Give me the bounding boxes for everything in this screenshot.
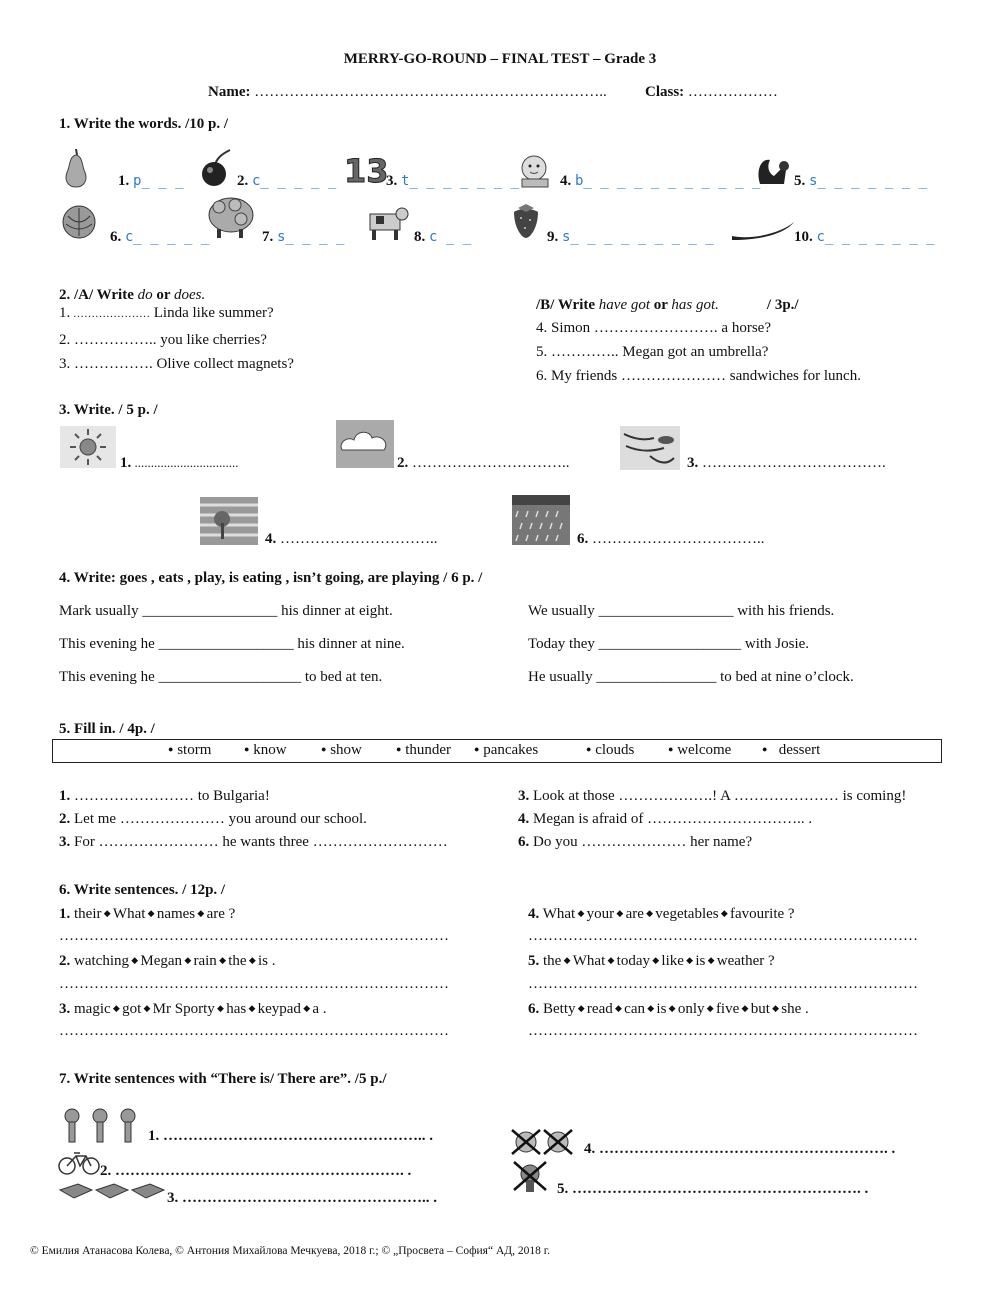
diamond-separator-icon: ◆	[769, 1003, 782, 1013]
squirrel-icon	[756, 154, 792, 186]
s6-left-2	[59, 953, 276, 970]
sentence-number: 1.	[59, 906, 71, 922]
name-line	[208, 84, 607, 101]
three-candles-icon	[60, 1108, 142, 1144]
diamond-separator-icon: ◆	[561, 955, 573, 965]
baby-icon	[516, 152, 556, 188]
diamond-separator-icon: ◆	[666, 1003, 678, 1013]
scrambled-word: a .	[312, 1001, 327, 1017]
s7-item-2: 2. …………………………………………………. .	[100, 1163, 412, 1179]
cabbage-icon	[60, 204, 98, 240]
scrambled-word: is	[656, 1001, 667, 1017]
sheep-icon	[205, 195, 257, 239]
diamond-separator-icon: ◆	[182, 955, 194, 965]
diamond-separator-icon: ◆	[216, 955, 229, 965]
s6-answer-line-6: ……………………………………………………………………	[528, 1023, 918, 1039]
diamond-separator-icon: ◆	[575, 908, 587, 918]
s6-answer-line-1: ……………………………………………………………………	[59, 928, 449, 944]
s6-left-3	[59, 1001, 327, 1018]
scrambled-word: weather ?	[716, 953, 775, 969]
scrambled-word: vegetables	[655, 906, 719, 922]
diamond-separator-icon: ◆	[612, 1003, 625, 1013]
s3-item-4: 4. …………………………..	[265, 531, 438, 547]
cloud-icon	[336, 420, 394, 468]
section-1-heading: 1. Write the words. /10 p. /	[59, 116, 229, 132]
s5-left-2: 2. Let me ………………… you around our school.	[59, 811, 367, 827]
s5-right-6: 6. Do you ………………… her name?	[518, 834, 753, 850]
word-8-num: 8.	[414, 229, 426, 245]
s4-right-3: He usually ________________ to bed at nine o’clock.	[528, 669, 854, 685]
word-7-hint: s_ _ _ _	[277, 229, 345, 245]
s2b-line-6: 6. My friends ………………… sandwiches for lunch.	[536, 368, 861, 384]
diamond-separator-icon: ◆	[643, 908, 656, 918]
word-7-num: 7.	[262, 229, 274, 245]
crossed-flower-icon	[510, 1160, 550, 1194]
diamond-separator-icon: ◆	[110, 1003, 123, 1013]
diamond-separator-icon: ◆	[145, 908, 157, 918]
scrambled-word: their	[74, 906, 102, 922]
scrambled-word: What	[542, 906, 576, 922]
diamond-separator-icon: ◆	[644, 1003, 657, 1013]
three-books-icon	[58, 1180, 166, 1204]
pear-icon	[60, 146, 92, 188]
word-3-num: 3.	[386, 173, 398, 189]
s7-item-1: 1. …………………………………………….. .	[148, 1128, 433, 1144]
scrambled-word: keypad	[257, 1001, 301, 1017]
s4-right-2: Today they ___________________ with Josie.	[528, 636, 810, 652]
scrambled-word: magic	[74, 1001, 111, 1017]
scrambled-word: can	[624, 1001, 645, 1017]
diamond-separator-icon: ◆	[704, 1003, 716, 1013]
section-4-heading: 4. Write: goes , eats , play, is eating , isn’t going, are playing / 6 p. /	[59, 570, 483, 586]
s2a-line-3: 3. ……………. Olive collect magnets?	[59, 356, 294, 372]
s7-item-5: 5. …………………………………………………. .	[557, 1181, 869, 1197]
word-2-num: 2.	[237, 173, 249, 189]
s2b-line-4: 4. Simon ……………………. a horse?	[536, 320, 771, 336]
scrambled-word: are ?	[206, 906, 236, 922]
scrambled-word: five	[715, 1001, 740, 1017]
diamond-separator-icon: ◆	[705, 955, 717, 965]
scrambled-word: Mr Sporty	[152, 1001, 215, 1017]
word-5-num: 5.	[794, 173, 806, 189]
rain-icon	[512, 495, 570, 545]
scrambled-word: only	[677, 1001, 705, 1017]
svg-text:13: 13	[344, 152, 389, 190]
section-6-heading: 6. Write sentences. / 12p. /	[59, 882, 226, 898]
s6-answer-line-2: ……………………………………………………………………	[59, 976, 449, 992]
sentence-number: 5.	[528, 953, 540, 969]
section-3-heading: 3. Write. / 5 p. /	[59, 402, 158, 418]
s5-right-4: 4. Megan is afraid of ………………………….. .	[518, 811, 813, 827]
word-4-hint: b_ _ _ _ _ _ _ _ _ _ _	[575, 173, 761, 189]
diamond-separator-icon: ◆	[101, 908, 113, 918]
word-5-hint: s_ _ _ _ _ _ _	[809, 173, 928, 189]
word-10-num: 10.	[794, 229, 813, 245]
s6-answer-line-4: ……………………………………………………………………	[528, 928, 918, 944]
s3-item-6: 6. ……………………………..	[577, 531, 765, 547]
s2b-line-5: 5. ………….. Megan got an umbrella?	[536, 344, 769, 360]
scrambled-word: has	[226, 1001, 247, 1017]
cow-icon	[362, 202, 410, 242]
word-1-hint: p_ _ _	[133, 173, 184, 189]
scrambled-word: she .	[781, 1001, 809, 1017]
word-box-dessert: ● dessert	[762, 742, 821, 758]
diamond-separator-icon: ◆	[141, 1003, 153, 1013]
scrambled-word: What	[572, 953, 606, 969]
section-2b-heading: /B/ Write have got or has got. / 3p./	[536, 297, 799, 313]
scrambled-word: the	[228, 953, 247, 969]
scrambled-word: the	[543, 953, 562, 969]
sentence-number: 6.	[528, 1001, 540, 1017]
s7-item-4: 4. …………………………………………………. .	[584, 1141, 896, 1157]
word-box-welcome: ● welcome	[668, 742, 732, 758]
word-1-num: 1.	[118, 173, 130, 189]
sentence-number: 2.	[59, 953, 71, 969]
diamond-separator-icon: ◆	[605, 955, 617, 965]
scrambled-word: your	[586, 906, 615, 922]
class-label: Class:	[645, 84, 685, 100]
diamond-separator-icon: ◆	[683, 955, 696, 965]
s6-answer-line-5: ……………………………………………………………………	[528, 976, 918, 992]
diamond-separator-icon: ◆	[575, 1003, 587, 1013]
scrambled-word: but	[750, 1001, 770, 1017]
scrambled-word: watching	[74, 953, 129, 969]
diamond-separator-icon: ◆	[214, 1003, 227, 1013]
word-8-hint: c _ _	[429, 229, 472, 245]
sun-icon	[60, 426, 116, 468]
section-7-heading: 7. Write sentences with “There is/ There are”. /5 p./	[59, 1071, 387, 1087]
s6-answer-line-3: ……………………………………………………………………	[59, 1023, 449, 1039]
number-13-icon	[344, 152, 389, 190]
scrambled-word: names	[156, 906, 196, 922]
scrambled-word: rain	[193, 953, 217, 969]
scrambled-word: is	[695, 953, 706, 969]
word-box-pancakes: ● pancakes	[474, 742, 539, 758]
strawberry-icon	[508, 202, 544, 240]
page-title: MERRY-GO-ROUND – FINAL TEST – Grade 3	[343, 51, 657, 67]
word-6-num: 6.	[110, 229, 122, 245]
s3-item-2: 2. …………………………..	[397, 455, 570, 471]
s4-left-1: Mark usually __________________ his dinner at eight.	[59, 603, 393, 619]
diamond-separator-icon: ◆	[246, 955, 258, 965]
diamond-separator-icon: ◆	[649, 955, 662, 965]
name-label: Name:	[208, 84, 251, 100]
word-4-num: 4.	[560, 173, 572, 189]
s2a-line-1: 1. ………………… Linda like summer?	[59, 305, 274, 321]
word-10-hint: c_ _ _ _ _ _ _	[816, 229, 935, 245]
fog-icon	[200, 497, 258, 545]
scrambled-word: today	[616, 953, 650, 969]
scrambled-word: Betty	[543, 1001, 576, 1017]
s3-item-3: 3. ……………………………….	[687, 455, 886, 471]
diamond-separator-icon: ◆	[739, 1003, 751, 1013]
s6-left-1	[59, 906, 235, 923]
section-2a-heading: 2. /A/ Write do or does.	[59, 287, 206, 303]
scrambled-word: What	[112, 906, 146, 922]
scrambled-word: Megan	[140, 953, 183, 969]
scrambled-word: is .	[257, 953, 276, 969]
scrambled-word: read	[586, 1001, 613, 1017]
diamond-separator-icon: ◆	[718, 908, 731, 918]
diamond-separator-icon: ◆	[195, 908, 207, 918]
cherry-icon	[198, 148, 236, 188]
s6-right-4	[528, 906, 795, 923]
word-2-hint: c_ _ _ _ _	[252, 173, 337, 189]
cucumber-icon	[730, 218, 796, 242]
s4-right-1: We usually __________________ with his friends.	[528, 603, 835, 619]
s5-right-3: 3. Look at those ……………….! A ………………… is coming!	[518, 788, 907, 804]
word-9-hint: s_ _ _ _ _ _ _ _ _	[562, 229, 714, 245]
word-3-hint: t_ _ _ _ _ _ _	[401, 173, 520, 189]
word-6-hint: c_ _ _ _ _	[125, 229, 210, 245]
word-box-thunder: ● thunder	[396, 742, 452, 758]
scrambled-word: got	[122, 1001, 142, 1017]
class-dots: ………………	[687, 84, 778, 100]
s5-left-1: 1. …………………… to Bulgaria!	[59, 788, 270, 804]
s7-item-3: 3. ………………………………………….. .	[167, 1190, 437, 1206]
word-box-show: ● show	[321, 742, 362, 758]
s6-right-6	[528, 1001, 809, 1018]
bicycle-icon	[58, 1150, 100, 1176]
diamond-separator-icon: ◆	[128, 955, 141, 965]
wind-icon	[620, 426, 680, 470]
section-5-heading: 5. Fill in. / 4p. /	[59, 721, 155, 737]
name-dots: ……………………………………………………………..	[254, 84, 607, 100]
word-box-clouds: ● clouds	[586, 742, 635, 758]
scrambled-word: favourite ?	[730, 906, 795, 922]
diamond-separator-icon: ◆	[246, 1003, 258, 1013]
footer-copyright: © Емилия Атанасова Колева, © Антония Михайлова Мечкуева, 2018 г.; © „Просвета – София“ АД, 2018 г.	[30, 1245, 551, 1257]
scrambled-word: like	[661, 953, 684, 969]
word-box-storm: ● storm	[168, 742, 212, 758]
class-line	[645, 84, 778, 101]
s5-left-3: 3. For …………………… he wants three ………………………	[59, 834, 448, 850]
s4-left-2: This evening he __________________ his dinner at nine.	[59, 636, 405, 652]
word-9-num: 9.	[547, 229, 559, 245]
diamond-separator-icon: ◆	[614, 908, 626, 918]
s6-right-5	[528, 953, 775, 970]
word-box-know: ● know	[244, 742, 287, 758]
two-crossed-balls-icon	[510, 1128, 576, 1156]
scrambled-word: are	[625, 906, 644, 922]
s2a-line-2: 2. …………….. you like cherries?	[59, 332, 267, 348]
sentence-number: 4.	[528, 906, 540, 922]
s4-left-3: This evening he ___________________ to bed at ten.	[59, 669, 383, 685]
sentence-number: 3.	[59, 1001, 71, 1017]
diamond-separator-icon: ◆	[300, 1003, 313, 1013]
s3-item-1: 1. ................................	[120, 455, 239, 471]
